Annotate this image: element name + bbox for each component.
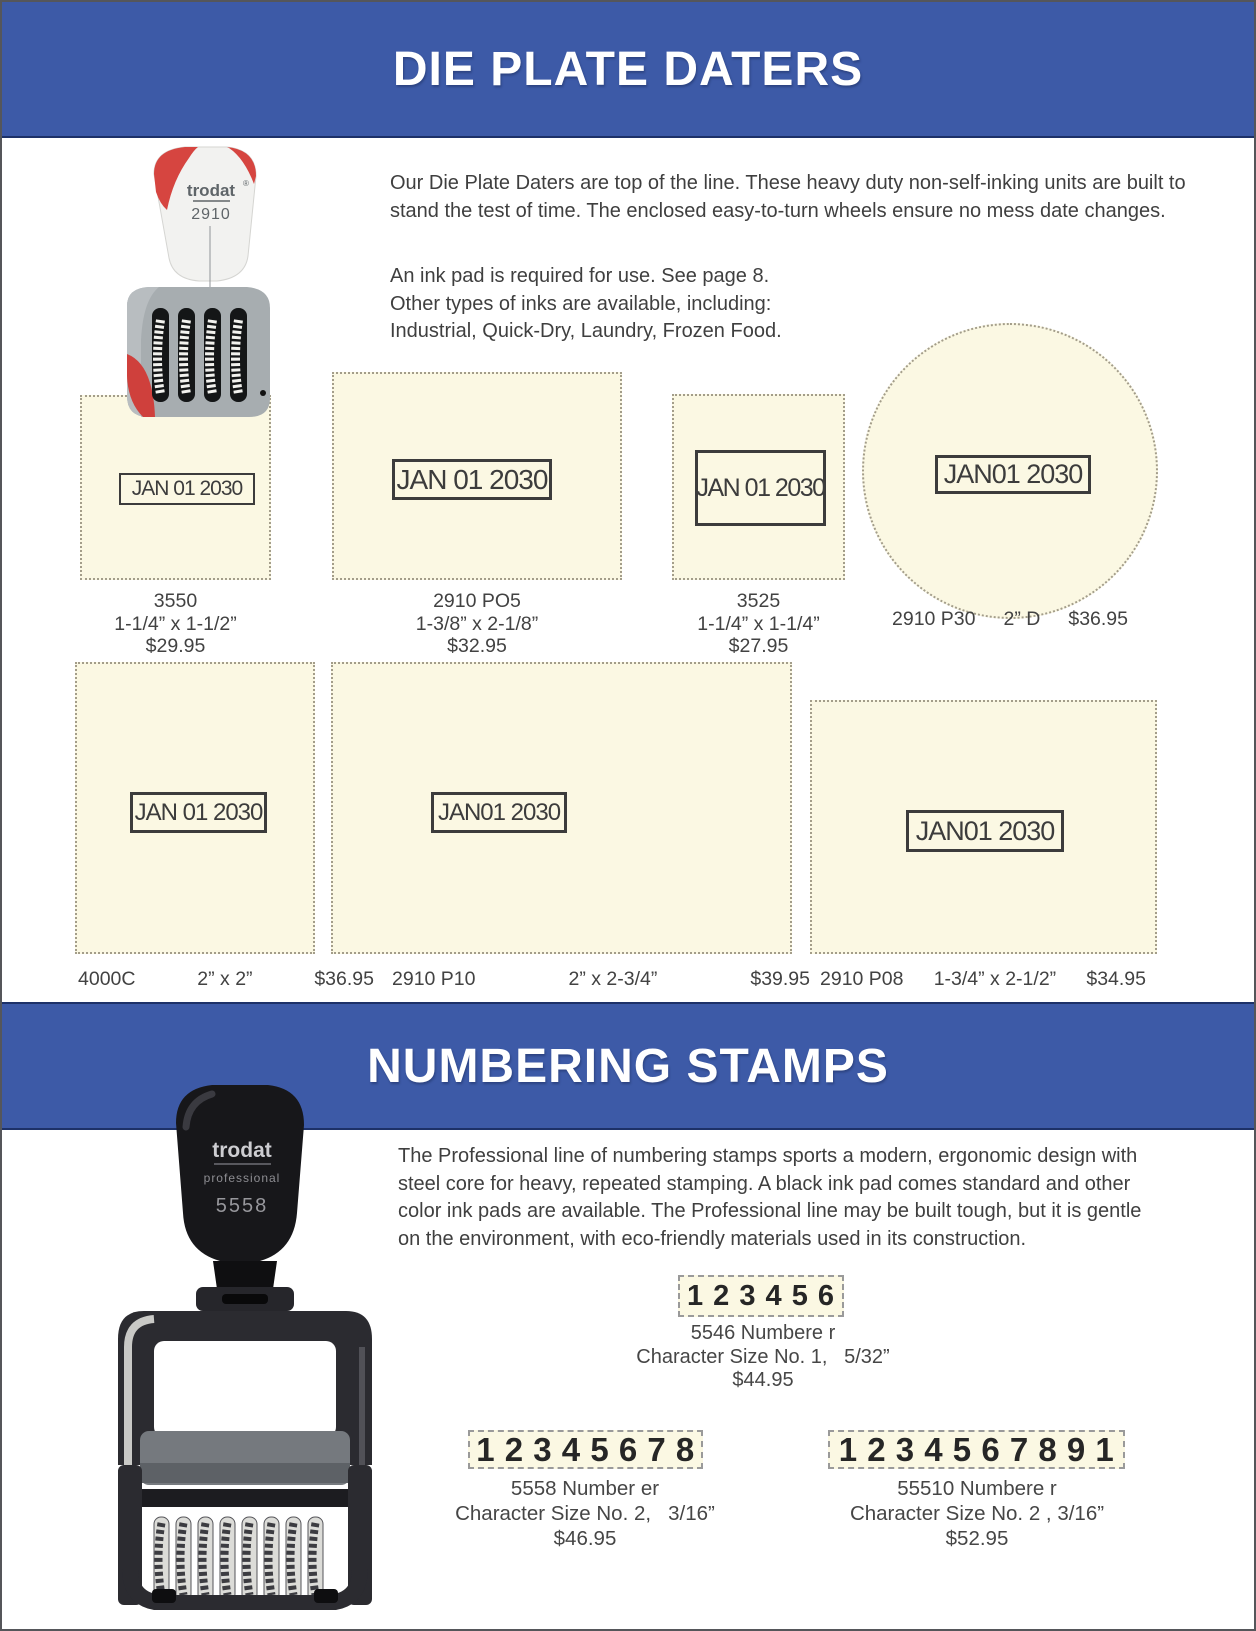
product-code: 3550	[153, 590, 198, 612]
product-code: 2910 P30	[892, 608, 976, 630]
product-price: $32.95	[447, 635, 507, 657]
numbering-stamp-photo	[110, 1065, 380, 1610]
numbering-label-55510	[814, 1476, 1140, 1551]
product-name: 55510 Numbere r	[897, 1477, 1057, 1500]
date-impression: JAN01 2030	[906, 810, 1064, 852]
dater-label-3525	[672, 590, 845, 658]
product-spec: Character Size No. 2, 3/16”	[455, 1502, 715, 1525]
product-size: 2” D	[1003, 608, 1041, 630]
product-size: 1-3/4” x 2-1/2”	[933, 968, 1057, 990]
stamp-model-text: 2910	[191, 206, 231, 223]
stamp-brand-text: trodat	[186, 181, 236, 200]
numbering-intro-text: The Professional line of numbering stamps sports a modern, ergonomic design with steel core for heavy, repeated stamping. A black ink pad comes standard and other color ink pads are available. The Professional line may be built tough, but it is gentle on the environment, with eco-friendly materials used in its construction.	[398, 1145, 1142, 1250]
dater-label-3550	[80, 590, 271, 658]
ink-pad-lip	[140, 1463, 350, 1483]
product-size: 1-1/4” x 1-1/4”	[697, 612, 820, 635]
ink-note-line: An ink pad is required for use. See page 8.	[390, 265, 770, 287]
registered-mark: ®	[243, 179, 249, 188]
product-code: 2910 P10	[392, 968, 476, 990]
date-impression: JAN 01 2030	[695, 450, 826, 526]
ink-note-line: Other types of inks are available, including:	[390, 292, 772, 315]
stamp-line-text: professional	[203, 1171, 281, 1185]
product-price: $27.95	[728, 635, 789, 657]
latch-slot	[222, 1294, 268, 1304]
stamp-detail-dot	[260, 390, 266, 396]
numbering-section-title: NUMBERING STAMPS	[367, 1039, 889, 1093]
product-size: 1-3/8” x 2-1/8”	[415, 612, 539, 635]
dater-sample-2910-p08	[810, 700, 1157, 954]
stamp-model-text: 5558	[215, 1195, 269, 1217]
product-price: $34.95	[1086, 968, 1146, 990]
dater-ink-note	[390, 263, 782, 346]
product-code: 3525	[736, 590, 781, 612]
frame-window	[154, 1341, 336, 1437]
product-spec: Character Size No. 2 , 3/16”	[849, 1502, 1105, 1525]
dater-sample-3525	[672, 394, 845, 580]
product-price: $52.95	[945, 1527, 1009, 1550]
dater-sample-4000c	[75, 662, 315, 954]
date-impression: JAN 01 2030	[130, 792, 267, 833]
numbering-label-5558	[430, 1476, 740, 1551]
product-price: $44.95	[732, 1369, 794, 1391]
product-code: 2910 PO5	[433, 590, 521, 612]
base-foot	[314, 1589, 338, 1603]
product-price: $36.95	[1068, 608, 1128, 630]
dater-sample-2910-p30	[862, 323, 1158, 619]
dater-section-banner	[2, 2, 1254, 138]
base-foot	[152, 1589, 176, 1603]
ink-note-line: Industrial, Quick-Dry, Laundry, Frozen Food.	[390, 320, 782, 342]
numbering-sample-5558: 1 2 3 4 5 6 7 8	[468, 1430, 703, 1469]
dater-label-4000c	[78, 968, 374, 991]
dater-label-2910-p08	[820, 968, 1146, 991]
stamp-brand-text: trodat	[212, 1139, 272, 1162]
dater-stamp-photo	[97, 140, 312, 425]
numbering-sample-5546: 1 2 3 4 5 6	[678, 1275, 844, 1317]
number-wheels	[154, 1517, 323, 1601]
date-impression: JAN01 2030	[935, 455, 1091, 494]
pad-base-strip	[132, 1489, 358, 1507]
dater-label-2910-p10	[392, 968, 810, 991]
product-price: $36.95	[314, 968, 374, 990]
date-impression: JAN 01 2030	[119, 473, 255, 505]
dater-sample-2910-p10	[331, 662, 792, 954]
dater-intro-text: Our Die Plate Daters are top of the line. These heavy duty non-self-inking units are built to stand the test of time. The enclosed easy-to-turn wheels ensure no mess date changes.	[390, 172, 1186, 222]
date-impression: JAN 01 2030	[392, 459, 552, 500]
product-name: 5546 Numbere r	[690, 1322, 836, 1344]
product-code: 4000C	[78, 968, 136, 990]
dater-label-2910-p30	[852, 608, 1168, 631]
numbering-sample-55510: 1 2 3 4 5 6 7 8 9 1	[828, 1430, 1125, 1469]
numbering-label-5546	[603, 1322, 923, 1393]
product-name: 5558 Number er	[510, 1477, 660, 1500]
product-size: 2” x 2-3/4”	[568, 968, 658, 990]
stamp-neck	[213, 1261, 277, 1289]
dater-section-title: DIE PLATE DATERS	[392, 42, 864, 96]
dater-sample-2910-po5	[332, 372, 622, 580]
product-size: 2” x 2”	[197, 968, 253, 990]
product-price: $46.95	[553, 1527, 617, 1550]
product-price: $39.95	[750, 968, 810, 990]
product-spec: Character Size No. 1, 5/32”	[636, 1345, 890, 1368]
product-code: 2910 P08	[820, 968, 904, 990]
product-price: $29.95	[145, 635, 206, 657]
dater-label-2910-po5	[332, 590, 622, 658]
date-impression: JAN01 2030	[431, 792, 567, 833]
product-size: 1-1/4” x 1-1/2”	[114, 612, 237, 635]
